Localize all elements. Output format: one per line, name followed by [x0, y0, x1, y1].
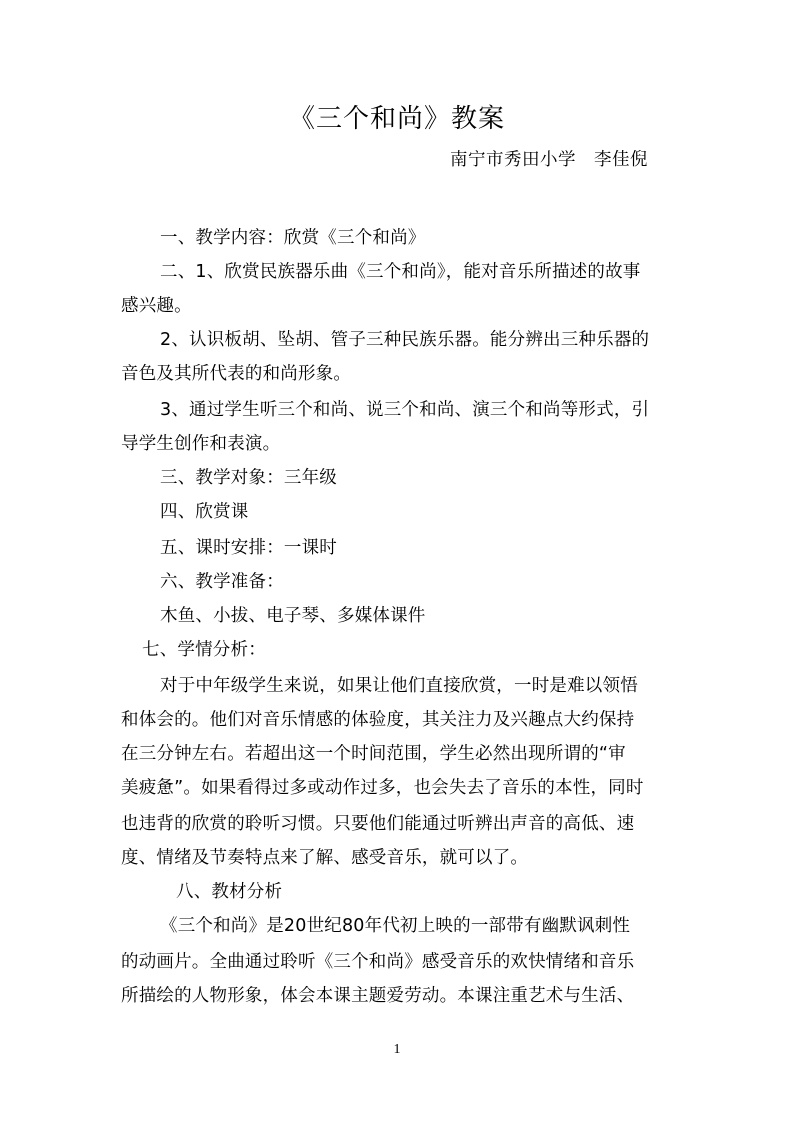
- line-learner-analysis-heading: 七、学情分析：: [142, 640, 266, 660]
- line-preparation: 六、教学准备：: [160, 572, 284, 592]
- line-objective-1-cont: 感兴趣。: [121, 296, 192, 316]
- line-objective-3-cont: 导学生创作和表演。: [121, 434, 281, 454]
- line-lesson-type: 四、欣赏课: [160, 502, 249, 522]
- line-analysis-3: 在三分钟左右。若超出这一个时间范围，学生必然出现所谓的“审: [121, 744, 626, 764]
- line-analysis-1: 对于中年级学生来说，如果让他们直接欣赏，一时是难以领悟: [160, 676, 638, 696]
- line-material-2: 的动画片。全曲通过聆听《三个和尚》感受音乐的欢快情绪和音乐: [121, 952, 635, 972]
- line-material-analysis-heading: 八、教材分析: [176, 882, 283, 902]
- line-analysis-2: 和体会的。他们对音乐情感的体验度，其关注力及兴趣点大约保持: [121, 710, 635, 730]
- author-line: 南宁市秀田小学 李佳倪: [450, 150, 648, 170]
- line-teaching-target: 三、教学对象：三年级: [160, 468, 337, 488]
- line-objective-2-cont: 音色及其所代表的和尚形象。: [121, 364, 352, 384]
- line-material-1: 《三个和尚》是20世纪80年代初上映的一部带有幽默讽刺性: [160, 916, 631, 936]
- line-analysis-4: 美疲惫”。如果看得过多或动作过多，也会失去了音乐的本性，同时: [121, 778, 644, 798]
- line-objective-3: 3、通过学生听三个和尚、说三个和尚、演三个和尚等形式，引: [160, 400, 650, 420]
- document-title: 《三个和尚》教案: [288, 104, 505, 134]
- line-schedule: 五、课时安排：一课时: [160, 538, 337, 558]
- line-material-3: 所描绘的人物形象，体会本课主题爱劳动。本课注重艺术与生活、: [121, 986, 635, 1006]
- line-materials: 木鱼、小拔、电子琴、多媒体课件: [160, 606, 426, 626]
- line-objective-1: 二、1、欣赏民族器乐曲《三个和尚》，能对音乐所描述的故事: [160, 262, 641, 282]
- line-analysis-5: 也违背的欣赏的聆听习惯。只要他们能通过听辨出声音的高低、速: [121, 814, 635, 834]
- line-objective-2: 2、认识板胡、坠胡、管子三种民族乐器。能分辨出三种乐器的: [160, 330, 650, 350]
- page-number: 1: [393, 1042, 401, 1057]
- line-analysis-6: 度、情绪及节奏特点来了解、感受音乐，就可以了。: [121, 848, 529, 868]
- line-teaching-content: 一、教学内容：欣赏《三个和尚》: [160, 228, 426, 248]
